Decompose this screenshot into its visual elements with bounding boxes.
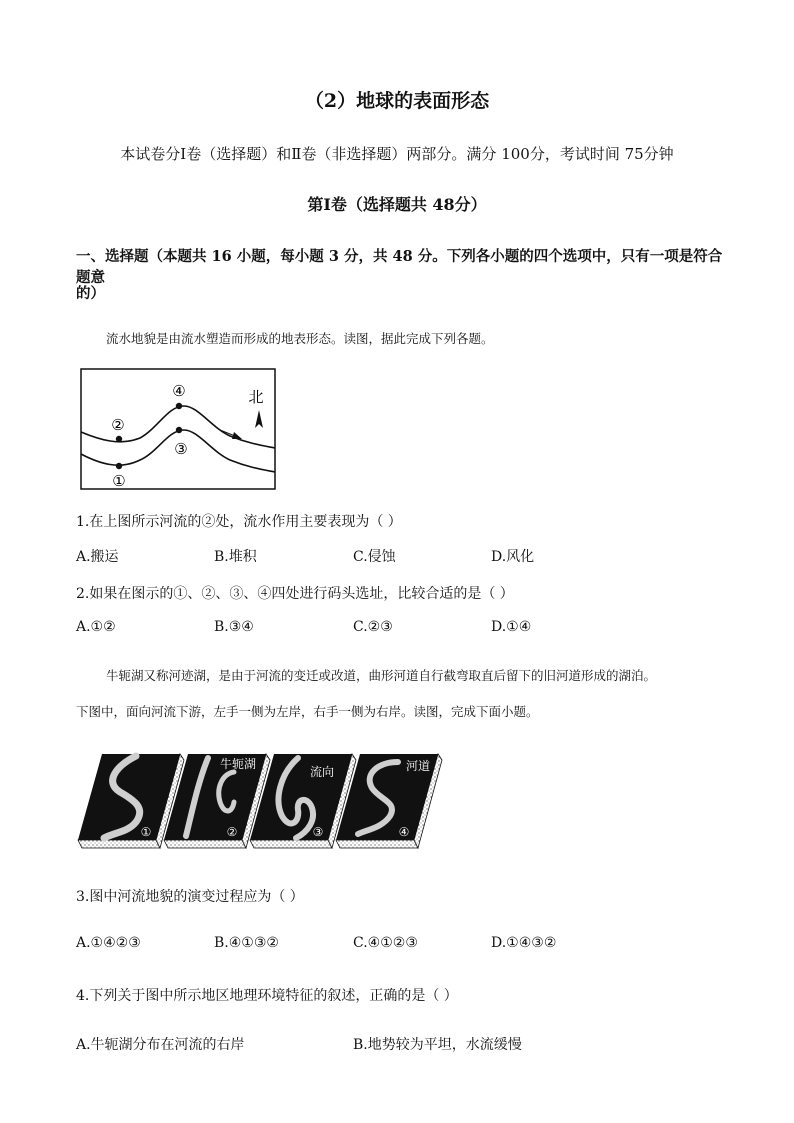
- question-3-option-b[interactable]: B.④①③②: [214, 935, 279, 951]
- point-2-label: ②: [111, 416, 125, 434]
- material1-text: 流水地貌是由流水塑造而形成的地表形态。读图，据此完成下列各题。: [106, 331, 494, 346]
- page-title: （2）地球的表面形态: [304, 90, 490, 112]
- oxbow-lake-figure: [76, 752, 446, 852]
- north-label: 北: [248, 388, 264, 406]
- question-4-stem: 4.下列关于图中所示地区地理环境特征的叙述，正确的是（ ）: [76, 988, 458, 1004]
- section-heading-line1: 一、选择题（本题共 16 小题，每小题 3 分，共 48 分。下列各小题的四个选项中，只有一项是符合题意: [76, 248, 723, 286]
- point-3-dot: [176, 427, 182, 433]
- question-3-stem: 3.图中河流地貌的演变过程应为（ ）: [76, 889, 304, 905]
- question-2-option-b[interactable]: B.③④: [214, 619, 254, 635]
- point-4-label: ④: [172, 382, 186, 400]
- section-heading-line2: 的）: [76, 285, 105, 302]
- question-2-stem: 2.如果在图示的①、②、③、④四处进行码头选址，比较合适的是（ ）: [76, 586, 514, 602]
- question-1-option-c[interactable]: C.侵蚀: [353, 549, 396, 565]
- question-1-option-b[interactable]: B.堆积: [214, 549, 257, 565]
- question-3-option-c[interactable]: C.④①②③: [353, 935, 418, 951]
- question-1-option-a[interactable]: A.搬运: [76, 549, 119, 565]
- question-1-stem: 1.在上图所示河流的②处，流水作用主要表现为（ ）: [76, 514, 402, 530]
- panel-1-label: ①: [140, 825, 152, 839]
- oxbow-lake-label: 牛轭湖: [219, 757, 257, 771]
- panel-4-label: ④: [398, 825, 410, 839]
- material2-text-line2: 下图中，面向河流下游，左手一侧为左岸，右手一侧为右岸。读图，完成下面小题。: [76, 704, 539, 719]
- question-2-option-a[interactable]: A.①②: [76, 619, 116, 635]
- point-4-dot: [176, 403, 182, 409]
- question-2-option-c[interactable]: C.②③: [353, 619, 393, 635]
- point-2-dot: [116, 436, 122, 442]
- point-3-label: ③: [174, 440, 188, 458]
- question-4-option-b[interactable]: B.地势较为平坦，水流缓慢: [353, 1037, 522, 1053]
- question-2-option-d[interactable]: D.①④: [491, 619, 532, 635]
- panel-3-label: ③: [312, 825, 324, 839]
- river-meander-figure: [80, 368, 280, 492]
- question-3-option-d[interactable]: D.①④③②: [491, 935, 557, 951]
- volume-heading: 第Ⅰ卷（选择题共 48分）: [307, 195, 487, 214]
- question-4-option-a[interactable]: A.牛轭湖分布在河流的右岸: [76, 1037, 245, 1053]
- exam-intro: 本试卷分Ⅰ卷（选择题）和Ⅱ卷（非选择题）两部分。满分 100分，考试时间 75分钟: [120, 145, 674, 163]
- point-1-dot: [116, 463, 122, 469]
- question-1-option-d[interactable]: D.风化: [491, 549, 535, 565]
- flow-direction-label: 流向: [309, 765, 335, 779]
- material2-text-line1: 牛轭湖又称河迹湖，是由于河流的变迁或改道，曲形河道自行截弯取直后留下的旧河道形成的湖泊。: [106, 668, 657, 683]
- panel-2-label: ②: [226, 825, 238, 839]
- point-1-label: ①: [112, 472, 126, 490]
- river-channel-label: 河道: [405, 759, 431, 773]
- question-3-option-a[interactable]: A.①④②③: [76, 935, 141, 951]
